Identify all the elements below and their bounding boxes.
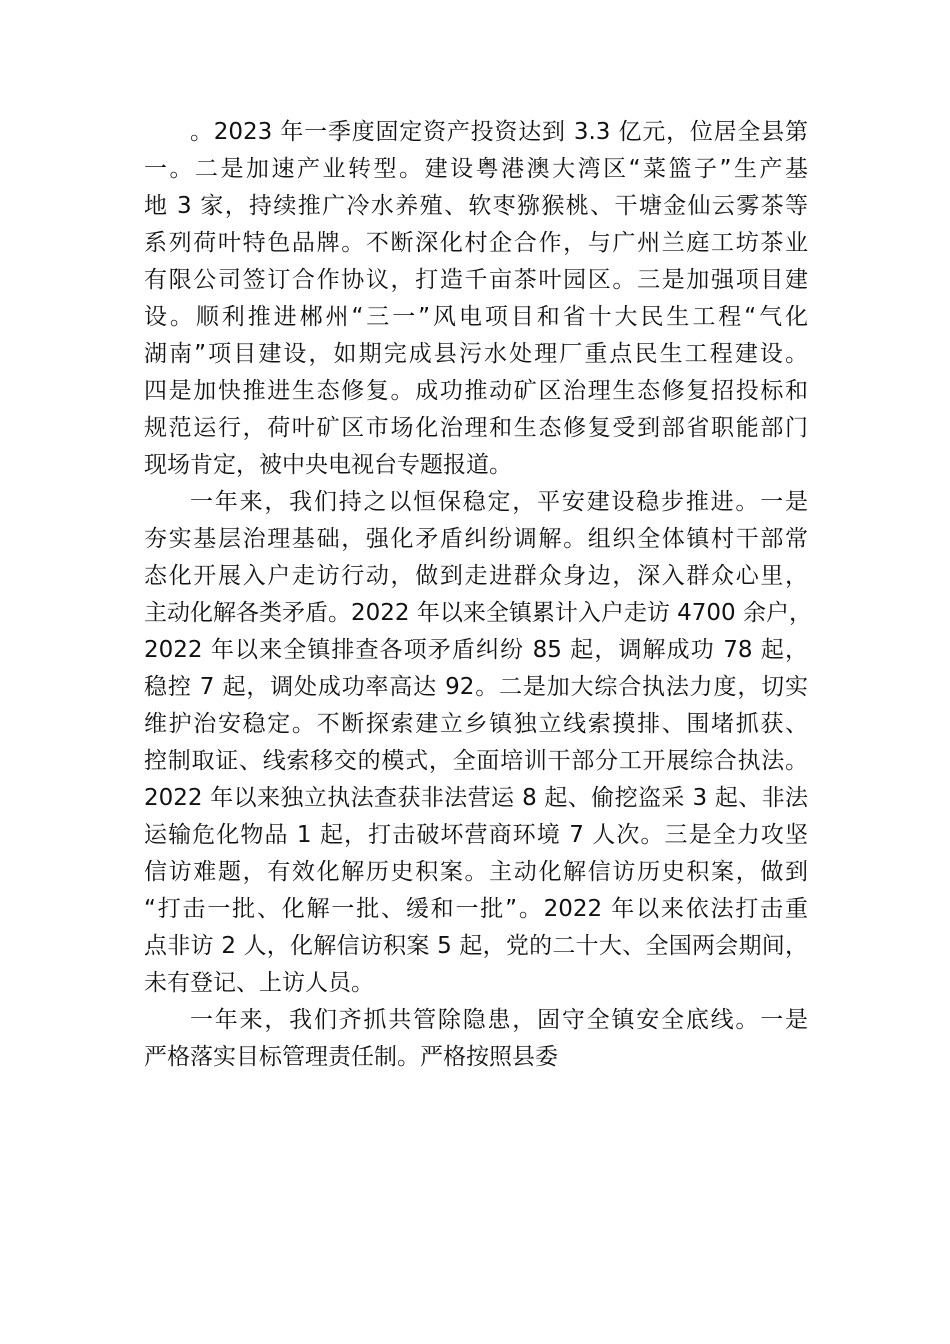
paragraph-2-line-4: 主动化解各类矛盾。2022 年以来全镇累计入户走访 4700 余户， [144, 600, 812, 626]
paragraph-2-line-2: 夯实基层治理基础，强化矛盾纠纷调解。组织全体镇村干部常 [144, 526, 808, 552]
paragraph-2-line-11: 信访难题，有效化解历史积案。主动化解信访历史积案，做到 [144, 859, 808, 885]
paragraph-2-line-9: 2022 年以来独立执法查获非法营运 8 起、偷挖盗采 3 起、非法 [144, 785, 808, 811]
paragraph-1-line-4: 系列荷叶特色品牌。不断深化村企合作，与广州兰庭工坊茶业 [144, 230, 808, 256]
paragraph-3-line-1: 一年来，我们齐抓共管除隐患，固守全镇安全底线。一是 [190, 1007, 808, 1033]
paragraph-2-line-1: 一年来，我们持之以恒保稳定，平安建设稳步推进。一是 [190, 489, 808, 515]
paragraph-2-line-7: 维护治安稳定。不断探索建立乡镇独立线索摸排、围堵抓获、 [144, 711, 808, 737]
paragraph-3-line-2: 严格落实目标管理责任制。严格按照县委 [144, 1044, 558, 1070]
paragraph-2-line-14: 未有登记、上访人员。 [144, 970, 374, 996]
paragraph-1-line-8: 四是加快推进生态修复。成功推动矿区治理生态修复招投标和 [144, 378, 808, 404]
paragraph-2-line-13: 点非访 2 人，化解信访积案 5 起，党的二十大、全国两会期间， [144, 933, 808, 959]
paragraph-1-line-10: 现场肯定，被中央电视台专题报道。 [144, 452, 512, 478]
paragraph-1-line-1: 。2023 年一季度固定资产投资达到 3.3 亿元，位居全县第 [190, 119, 808, 145]
paragraph-1-line-2: 一。二是加速产业转型。建设粤港澳大湾区“菜篮子”生产基 [144, 156, 808, 182]
paragraph-2-line-5: 2022 年以来全镇排查各项矛盾纠纷 85 起，调解成功 78 起， [144, 637, 808, 663]
paragraph-2-line-8: 控制取证、线索移交的模式，全面培训干部分工开展综合执法。 [144, 748, 808, 774]
paragraph-2-line-6: 稳控 7 起，调处成功率高达 92。二是加大综合执法力度，切实 [144, 674, 808, 700]
paragraph-1-line-5: 有限公司签订合作协议，打造千亩茶叶园区。三是加强项目建 [144, 267, 808, 293]
paragraph-2-line-10: 运输危化物品 1 起，打击破坏营商环境 7 人次。三是全力攻坚 [144, 822, 808, 848]
paragraph-1-line-9: 规范运行，荷叶矿区市场化治理和生态修复受到部省职能部门 [144, 415, 808, 441]
paragraph-1-line-7: 湖南”项目建设，如期完成县污水处理厂重点民生工程建设。 [144, 341, 808, 367]
paragraph-1-line-6: 设。顺利推进郴州“三一”风电项目和省十大民生工程“气化 [144, 304, 808, 330]
body-text [144, 114, 812, 1076]
paragraph-2-line-12: “打击一批、化解一批、缓和一批”。2022 年以来依法打击重 [144, 896, 808, 922]
paragraph-1-line-3: 地 3 家，持续推广冷水养殖、软枣猕猴桃、干塘金仙云雾茶等 [144, 193, 808, 219]
paragraph-2-line-3: 态化开展入户走访行动，做到走进群众身边，深入群众心里， [144, 563, 808, 589]
